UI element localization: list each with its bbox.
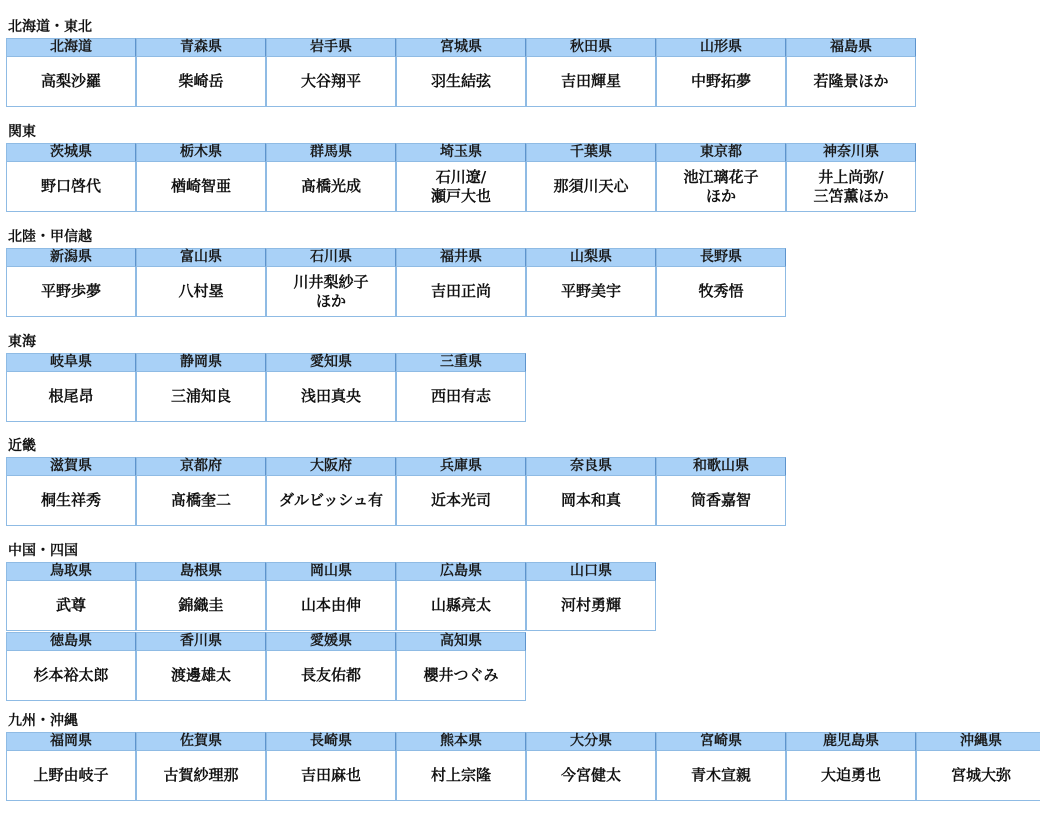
prefecture-header-row <box>6 143 916 162</box>
athlete-name: ダルビッシュ有 <box>266 476 396 526</box>
prefecture-header: 鳥取県 <box>6 562 136 581</box>
athlete-row <box>6 751 1040 801</box>
prefecture-header: 福岡県 <box>6 732 136 751</box>
athlete-name: 山本由伸 <box>266 581 396 631</box>
region-title: 中国・四国 <box>8 543 78 559</box>
athlete-name: 髙橋光成 <box>266 162 396 212</box>
prefecture-header: 大分県 <box>526 732 656 751</box>
prefecture-header-row <box>6 353 526 372</box>
prefecture-header: 静岡県 <box>136 353 266 372</box>
prefecture-header-row <box>6 732 1040 751</box>
athlete-row <box>6 476 786 526</box>
prefecture-header: 島根県 <box>136 562 266 581</box>
athlete-row <box>6 581 656 631</box>
athlete-name: 長友佑都 <box>266 651 396 701</box>
athlete-name: 河村勇輝 <box>526 581 656 631</box>
athlete-name: 吉田正尚 <box>396 267 526 317</box>
prefecture-header: 奈良県 <box>526 457 656 476</box>
athlete-name: 平野歩夢 <box>6 267 136 317</box>
athlete-name: 三浦知良 <box>136 372 266 422</box>
prefecture-header: 千葉県 <box>526 143 656 162</box>
athlete-name: 西田有志 <box>396 372 526 422</box>
region-table <box>6 248 786 317</box>
prefecture-header: 新潟県 <box>6 248 136 267</box>
athlete-name: 石川遼/ 瀬戸大也 <box>396 162 526 212</box>
prefecture-header: 岐阜県 <box>6 353 136 372</box>
region-table <box>6 632 526 701</box>
prefecture-header: 沖縄県 <box>916 732 1040 751</box>
prefecture-header: 愛知県 <box>266 353 396 372</box>
athlete-name: 村上宗隆 <box>396 751 526 801</box>
athlete-name: 野口啓代 <box>6 162 136 212</box>
athlete-name: 柴崎岳 <box>136 57 266 107</box>
prefecture-header: 長崎県 <box>266 732 396 751</box>
prefecture-header: 富山県 <box>136 248 266 267</box>
athlete-name: 今宮健太 <box>526 751 656 801</box>
region-title: 近畿 <box>8 438 36 454</box>
prefecture-header: 宮崎県 <box>656 732 786 751</box>
prefecture-header: 滋賀県 <box>6 457 136 476</box>
prefecture-header-row <box>6 38 916 57</box>
athlete-name: 八村塁 <box>136 267 266 317</box>
region-table <box>6 353 526 422</box>
athlete-name: 吉田輝星 <box>526 57 656 107</box>
athlete-name: 楢崎智亜 <box>136 162 266 212</box>
prefecture-header: 石川県 <box>266 248 396 267</box>
region-title: 東海 <box>8 334 36 350</box>
athlete-name: 宮城大弥 <box>916 751 1040 801</box>
prefecture-header: 青森県 <box>136 38 266 57</box>
athlete-name: 錦織圭 <box>136 581 266 631</box>
prefecture-header: 広島県 <box>396 562 526 581</box>
prefecture-header: 三重県 <box>396 353 526 372</box>
prefecture-header: 佐賀県 <box>136 732 266 751</box>
athlete-row <box>6 651 526 701</box>
prefecture-header: 北海道 <box>6 38 136 57</box>
athlete-row <box>6 162 916 212</box>
athlete-name: 近本光司 <box>396 476 526 526</box>
prefecture-header: 愛媛県 <box>266 632 396 651</box>
prefecture-header: 山形県 <box>656 38 786 57</box>
prefecture-header: 岩手県 <box>266 38 396 57</box>
region-title: 関東 <box>8 124 36 140</box>
prefecture-header: 群馬県 <box>266 143 396 162</box>
region-table <box>6 562 656 631</box>
athlete-row <box>6 57 916 107</box>
athlete-name: 青木宣親 <box>656 751 786 801</box>
athlete-name: 池江璃花子 ほか <box>656 162 786 212</box>
prefecture-header: 栃木県 <box>136 143 266 162</box>
region-title: 北陸・甲信越 <box>8 229 92 245</box>
prefecture-header: 茨城県 <box>6 143 136 162</box>
prefecture-header: 大阪府 <box>266 457 396 476</box>
prefecture-header: 京都府 <box>136 457 266 476</box>
athlete-name: 高梨沙羅 <box>6 57 136 107</box>
athlete-name: 牧秀悟 <box>656 267 786 317</box>
region-title: 北海道・東北 <box>8 19 92 35</box>
prefecture-header-row <box>6 632 526 651</box>
athlete-name: 井上尚弥/ 三笘薫ほか <box>786 162 916 212</box>
prefecture-header: 神奈川県 <box>786 143 916 162</box>
prefecture-header: 山梨県 <box>526 248 656 267</box>
athlete-name: 中野拓夢 <box>656 57 786 107</box>
athlete-name: 山縣亮太 <box>396 581 526 631</box>
prefecture-header-row <box>6 248 786 267</box>
region-table <box>6 457 786 526</box>
prefecture-header: 熊本県 <box>396 732 526 751</box>
prefecture-header: 宮城県 <box>396 38 526 57</box>
athlete-name: 根尾昂 <box>6 372 136 422</box>
region-table <box>6 143 916 212</box>
athlete-name: 川井梨紗子 ほか <box>266 267 396 317</box>
athlete-row <box>6 267 786 317</box>
region-table <box>6 38 916 107</box>
prefecture-header: 鹿児島県 <box>786 732 916 751</box>
athlete-name: 平野美宇 <box>526 267 656 317</box>
athlete-name: 上野由岐子 <box>6 751 136 801</box>
prefecture-header: 長野県 <box>656 248 786 267</box>
athlete-name: 髙橋奎二 <box>136 476 266 526</box>
athlete-name: 古賀紗理那 <box>136 751 266 801</box>
prefecture-header: 和歌山県 <box>656 457 786 476</box>
athlete-row <box>6 372 526 422</box>
athlete-name: 那須川天心 <box>526 162 656 212</box>
athlete-name: 渡邊雄太 <box>136 651 266 701</box>
prefecture-header-row <box>6 457 786 476</box>
prefecture-header: 秋田県 <box>526 38 656 57</box>
athlete-name: 若隆景ほか <box>786 57 916 107</box>
region-table <box>6 732 1040 801</box>
athlete-name: 杉本裕太郎 <box>6 651 136 701</box>
prefecture-header: 徳島県 <box>6 632 136 651</box>
athlete-name: 桐生祥秀 <box>6 476 136 526</box>
prefecture-header: 岡山県 <box>266 562 396 581</box>
prefecture-header: 福井県 <box>396 248 526 267</box>
athlete-name: 羽生結弦 <box>396 57 526 107</box>
athlete-name: 筒香嘉智 <box>656 476 786 526</box>
prefecture-header: 高知県 <box>396 632 526 651</box>
prefecture-header: 東京都 <box>656 143 786 162</box>
athlete-name: 浅田真央 <box>266 372 396 422</box>
athlete-name: 吉田麻也 <box>266 751 396 801</box>
prefecture-header: 香川県 <box>136 632 266 651</box>
prefecture-header: 兵庫県 <box>396 457 526 476</box>
prefecture-header: 福島県 <box>786 38 916 57</box>
prefecture-header: 埼玉県 <box>396 143 526 162</box>
prefecture-header: 山口県 <box>526 562 656 581</box>
prefecture-header-row <box>6 562 656 581</box>
region-title: 九州・沖縄 <box>8 713 78 729</box>
athlete-name: 大迫勇也 <box>786 751 916 801</box>
athlete-name: 岡本和真 <box>526 476 656 526</box>
athlete-name: 櫻井つぐみ <box>396 651 526 701</box>
athlete-name: 武尊 <box>6 581 136 631</box>
athlete-name: 大谷翔平 <box>266 57 396 107</box>
